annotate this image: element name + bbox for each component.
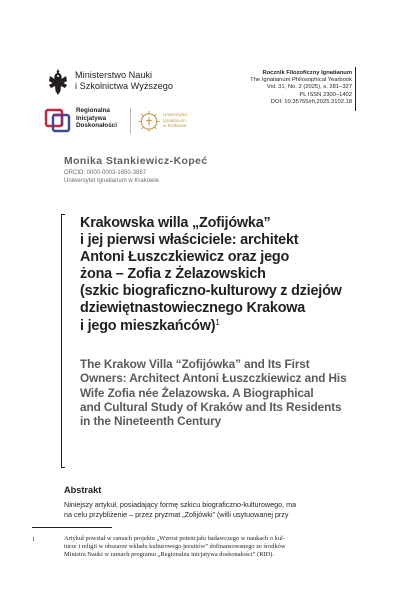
eagle-emblem-icon: [46, 67, 70, 97]
rid-name-line: Inicjatywa: [76, 114, 107, 122]
title-english-line: The Krakow Villa “Zofijówka” and Its First: [80, 357, 310, 371]
journal-bracket: [355, 67, 356, 111]
title-polish-line: i jej pierwsi właściciele: architekt: [80, 232, 299, 249]
title-polish-line: i jego mieszkańców): [80, 317, 216, 334]
title-english-line: Owners: Architect Antoni Łuszczkiewicz and His: [80, 371, 347, 386]
author-details: [64, 170, 159, 185]
journal-volume: Vol. 31, No. 2 (2025), s. 281–327: [266, 84, 352, 91]
university-name-line: Ignatianum: [163, 117, 186, 123]
abstract-line: na celu przybliżenie – przez pryzmat „Zofijówki” (willi usytuowanej przy: [64, 509, 289, 519]
title-english-line: Wife Zofia née Żelazowska. A Biographical: [80, 385, 314, 400]
title-polish-line: (szkic biograficzno-kulturowy z dziejów: [80, 283, 342, 300]
rid-name: [76, 107, 117, 130]
title-polish-line: żona – Zofia z Żelazowskich: [80, 266, 266, 283]
title-polish-line-last: [80, 318, 370, 335]
footnote-text: [64, 535, 366, 559]
journal-doi: DOI: 10.35765/rfi.2025.3102.18: [270, 98, 352, 105]
title-polish-line: Krakowska willa „Zofijówka”: [80, 215, 271, 231]
university-crest-icon: [137, 110, 161, 133]
title-bracket: [61, 214, 65, 468]
journal-issn: PL ISSN 2300–1402: [299, 91, 352, 98]
footnote-line: Ministra Nauki w ramach programu „Regionalna inicjatywa doskonałości” (RID).: [64, 551, 274, 559]
author-name: Monika Stankiewicz-Kopeć: [64, 156, 208, 167]
ministry-name-line: Ministerstwo Nauki: [75, 70, 153, 80]
footnote-line: turze i religii w obszarze wkładu kulturowego jezuitów” dofinansowanego ze środków: [64, 543, 286, 551]
title-polish-line: dziewiętnastowiecznego Krakowa: [80, 300, 306, 317]
rid-name-line: Regionalna: [76, 107, 110, 114]
abstract-text: [64, 500, 364, 519]
title-english-line: in the Nineteenth Century: [80, 414, 222, 429]
ministry-name-line: i Szkolnictwa Wyższego: [75, 81, 173, 91]
title-footnote-ref: 1: [215, 317, 220, 327]
university-name-line: w Krakowie: [163, 123, 187, 129]
title-polish: [80, 215, 370, 335]
title-polish-line: Antoni Łuszczkiewicz oraz jego: [80, 249, 290, 266]
journal-title-en: The Ignatianum Philosophical Yearbook: [250, 77, 352, 84]
journal-info: [250, 70, 352, 106]
logo-divider: [130, 108, 131, 134]
footnote-rule: [32, 527, 112, 528]
rid-name-line: Doskonałości: [76, 122, 117, 130]
author-orcid: ORCID: 0000-0003-1650-3887: [64, 170, 147, 176]
footnote-number: 1: [32, 536, 36, 543]
title-english: [80, 357, 370, 428]
ministry-name: [75, 70, 173, 92]
journal-title-pl: Rocznik Filozoficzny Ignatianum: [262, 70, 352, 76]
footnote-line: Artykuł powstał w ramach projektu „Wzrost potencjału badawczego w naukach o kul-: [64, 535, 285, 542]
university-name-line: Uniwersytet: [163, 112, 187, 117]
rid-logo-icon: [44, 107, 72, 133]
title-english-line: and Cultural Study of Kraków and Its Residents: [80, 399, 342, 414]
abstract-heading: Abstrakt: [64, 485, 102, 495]
abstract-line: Niniejszy artykuł, posiadający formę szkicu biograficzno-kulturowego, ma: [64, 500, 297, 509]
university-name: [163, 112, 187, 129]
author-affiliation: Uniwersytet Ignatianum w Krakowie: [64, 177, 160, 184]
